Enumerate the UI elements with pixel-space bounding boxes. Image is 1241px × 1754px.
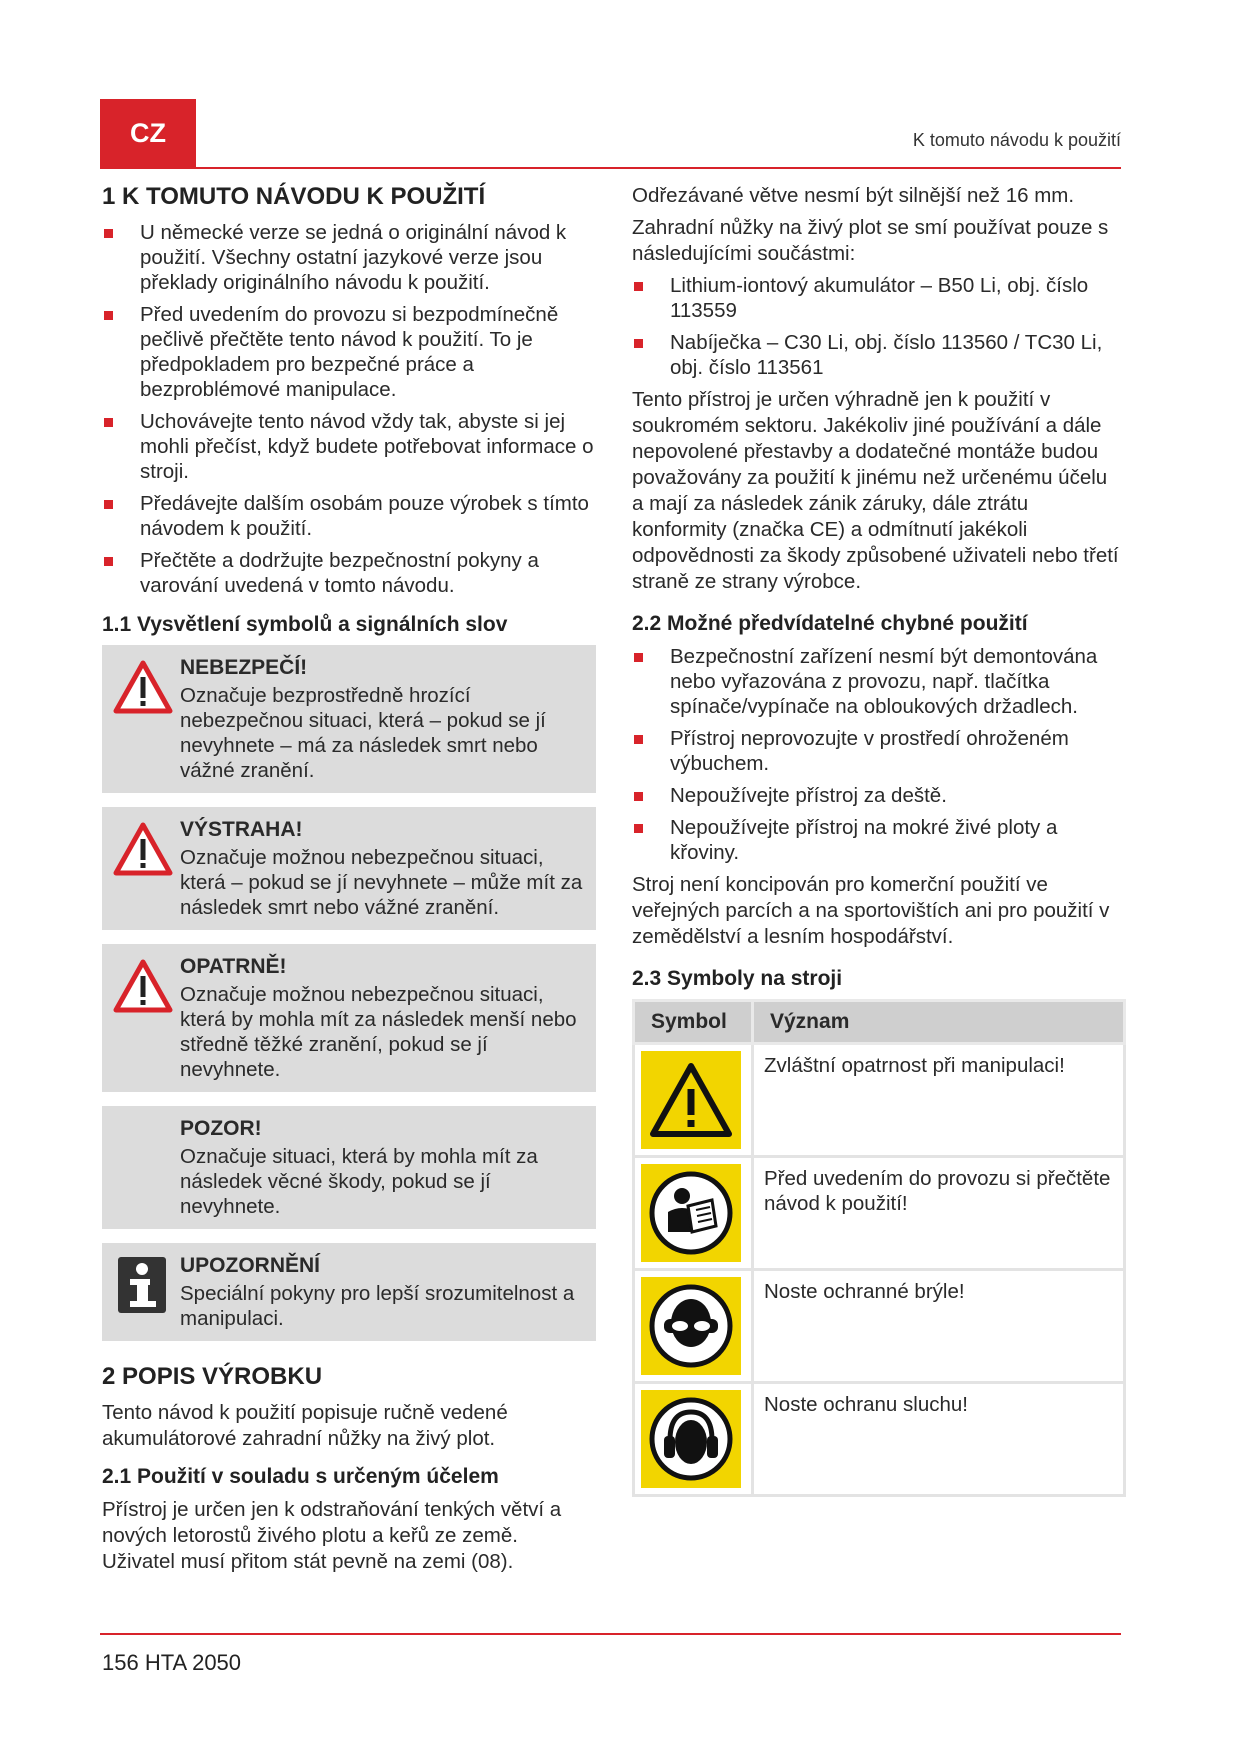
section-2-1-bullets: [632, 273, 1124, 380]
warning-triangle-icon: [112, 659, 174, 715]
list-item: Bezpečnostní zařízení nesmí být demontována nebo vyřazována z provozu, např. tlačítka spínače/vypínače na obloukových držadlech.: [632, 644, 1124, 719]
section-2-2-bullets: [632, 644, 1124, 865]
left-column: [102, 183, 596, 1581]
list-item: Nepoužívejte přístroj na mokré živé ploty a křoviny.: [632, 815, 1124, 865]
caution-sign-icon: [649, 1061, 733, 1139]
meaning-cell: Zvláštní opatrnost při manipulaci!: [753, 1044, 1125, 1157]
signal-box-info: [102, 1243, 596, 1341]
right-column: [632, 183, 1124, 1497]
list-item: Přečtěte a dodržujte bezpečnostní pokyny a varování uvedená v tomto návodu.: [102, 548, 596, 598]
table-row: [634, 1157, 1125, 1270]
section-2-1-text-1: Přístroj je určen jen k odstraňování tenkých větví a nových letorostů živého plotu a keřů ze země. Uživatel musí přitom stát pevně na zemi (08).: [102, 1497, 562, 1573]
section-2-3-title: 2.3 Symboly na stroji: [632, 967, 843, 991]
warning-triangle-icon: [112, 958, 174, 1014]
sign-background: [641, 1051, 741, 1149]
section-1-1-title: 1.1 Vysvětlení symbolů a signálních slov: [102, 612, 508, 636]
signal-word: VÝSTRAHA!: [180, 817, 303, 841]
info-icon: [112, 1257, 174, 1313]
signal-box-danger: [102, 645, 596, 793]
sign-background: [641, 1164, 741, 1262]
section-2-title: 2 POPIS VÝROBKU: [102, 1362, 323, 1390]
symbols-table: [632, 999, 1126, 1497]
symbol-cell: [634, 1157, 753, 1270]
list-item: Přístroj neprovozujte v prostředí ohroženém výbuchem.: [632, 726, 1124, 776]
symbol-cell: [634, 1383, 753, 1496]
list-item: Před uvedením do provozu si bezpodmínečně pečlivě přečtěte tento návod k použití. To je předpokladem pro bezpečné práce a bezproblémové manipulace.: [102, 302, 596, 402]
section-2-1-text-2: Odřezávané větve nesmí být silnější než 16 mm.: [632, 184, 1075, 207]
table-row: [634, 1270, 1125, 1383]
safety-glasses-icon: [648, 1283, 734, 1369]
section-2-1-title: 2.1 Použití v souladu s určeným účelem: [102, 1464, 499, 1488]
table-header-row: [634, 1001, 1125, 1044]
column-header-meaning: Význam: [753, 1001, 1125, 1044]
section-2-1-text-3: Zahradní nůžky na živý plot se smí používat pouze s následujícími součástmi:: [632, 216, 1109, 265]
section-2-2-text: Stroj není koncipován pro komerční použití ve veřejných parcích a na sportovištích ani pro použití v zemědělství a lesním hospodářství.: [632, 873, 1110, 949]
table-row: [634, 1044, 1125, 1157]
signal-word: OPATRNĚ!: [180, 954, 287, 978]
section-2-text: Tento návod k použití popisuje ručně vedené akumulátorové zahradní nůžky na živý plot.: [102, 1400, 508, 1450]
signal-box-warning: [102, 807, 596, 930]
section-2-2-title: 2.2 Možné předvídatelné chybné použití: [632, 612, 1028, 635]
page-number: 156 HTA 2050: [102, 1650, 242, 1675]
meaning-cell: Před uvedením do provozu si přečtěte návod k použití!: [753, 1157, 1125, 1270]
list-item: Nabíječka – C30 Li, obj. číslo 113560 / TC30 Li, obj. číslo 113561: [632, 330, 1124, 380]
symbol-cell: [634, 1044, 753, 1157]
list-item: U německé verze se jedná o originální návod k použití. Všechny ostatní jazykové verze jsou překlady originálního návodu k použití.: [102, 220, 596, 295]
read-manual-icon: [648, 1170, 734, 1256]
table-row: [634, 1383, 1125, 1496]
sign-background: [641, 1390, 741, 1488]
signal-word: NEBEZPEČÍ!: [180, 655, 308, 679]
signal-box-notice: [102, 1106, 596, 1229]
column-header-symbol: Symbol: [634, 1001, 753, 1044]
meaning-cell: Noste ochranu sluchu!: [753, 1383, 1125, 1496]
footer-divider: [100, 1633, 1121, 1635]
signal-text: Označuje možnou nebezpečnou situaci, která – pokud se jí nevyhnete – může mít za následek smrt nebo vážné zranění.: [180, 845, 583, 919]
header-title: K tomuto návodu k použití: [912, 130, 1121, 150]
list-item: Uchovávejte tento návod vždy tak, abyste si jej mohli přečíst, když budete potřebovat informace o stroji.: [102, 409, 596, 484]
section-2-1-text-4: Tento přístroj je určen výhradně jen k použití v soukromém sektoru. Jakékoliv jiné používání a dále nepovolené přestavby a dodatečné montáže budou považovány za použití k jinému než určenému účelu a mají za následek zánik záruky, dále ztrátu konformity (značka CE) a odmítnutí jakékoli odpovědnosti za škody způsobené uživateli nebo třetí straně ze strany výrobce.: [632, 388, 1119, 593]
signal-text: Označuje bezprostředně hrozící nebezpečnou situaci, která – pokud se jí nevyhnete – má za následek smrt nebo vážné zranění.: [180, 683, 546, 782]
list-item: Lithium-iontový akumulátor – B50 Li, obj. číslo 113559: [632, 273, 1124, 323]
signal-word: POZOR!: [180, 1116, 262, 1140]
signal-text: Označuje možnou nebezpečnou situaci, která by mohla mít za následek menší nebo středně těžké zranění, pokud se jí nevyhnete.: [180, 982, 577, 1081]
warning-triangle-icon: [112, 821, 174, 877]
list-item: Předávejte dalším osobám pouze výrobek s tímto návodem k použití.: [102, 491, 596, 541]
signal-text: Speciální pokyny pro lepší srozumitelnost a manipulaci.: [180, 1281, 575, 1330]
signal-word: UPOZORNĚNÍ: [180, 1253, 321, 1277]
ear-protection-icon: [648, 1396, 734, 1482]
language-tab: CZ: [100, 99, 196, 167]
header-divider: [100, 167, 1121, 169]
section-1-title: 1 K TOMUTO NÁVODU K POUŽITÍ: [102, 183, 486, 210]
meaning-cell: Noste ochranné brýle!: [753, 1270, 1125, 1383]
list-item: Nepoužívejte přístroj za deště.: [632, 783, 1124, 808]
symbol-cell: [634, 1270, 753, 1383]
section-1-bullets: [102, 220, 596, 598]
sign-background: [641, 1277, 741, 1375]
signal-text: Označuje situaci, která by mohla mít za následek věcné škody, pokud se jí nevyhnete.: [180, 1144, 538, 1218]
signal-box-caution: [102, 944, 596, 1092]
